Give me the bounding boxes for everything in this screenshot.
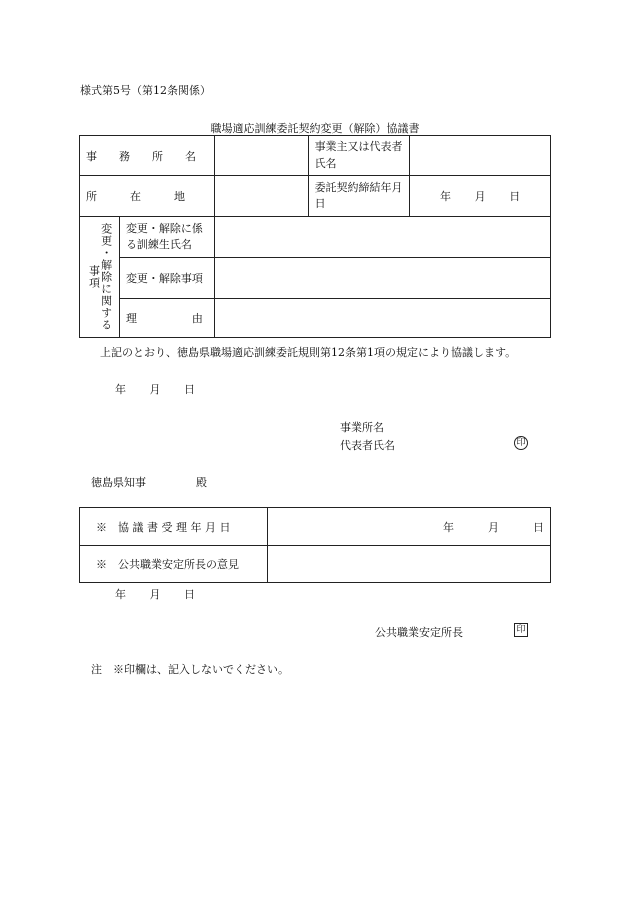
director-label: 公共職業安定所長: [375, 626, 463, 639]
month-unit: 月: [488, 520, 499, 534]
month-unit: 月: [149, 588, 161, 601]
change-section-label: 変更・解除に関する事項: [80, 217, 120, 338]
trainee-label: 変更・解除に係る訓練生氏名: [119, 217, 214, 258]
location-label: 所 在 地: [80, 176, 215, 217]
contract-date-label: 委託契約締結年月日: [308, 176, 410, 217]
day-unit: 日: [533, 520, 544, 534]
contract-date-field[interactable]: [410, 176, 551, 217]
reason-label: 理 由: [119, 299, 214, 338]
day-unit: 日: [184, 588, 195, 601]
trainee-field[interactable]: [214, 217, 550, 258]
owner-label: 事業主又は代表者氏名: [308, 136, 410, 176]
form-title: 職場適応訓練委託契約変更（解除）協議書: [210, 122, 420, 135]
note-text: 注 ※印欄は、記入しないでください。: [91, 663, 289, 676]
owner-field[interactable]: [410, 136, 551, 176]
month-unit: 月: [474, 190, 486, 203]
month-unit: 月: [149, 383, 161, 396]
date-line-2: [115, 586, 195, 602]
received-date-label: ※ 協 議 書 受 理 年 月 日: [80, 508, 268, 546]
director-seal-icon: 印: [514, 622, 528, 637]
year-unit: 年: [115, 588, 126, 601]
opinion-field[interactable]: [267, 546, 550, 583]
year-unit: 年: [443, 520, 454, 534]
change-items-field[interactable]: [214, 258, 550, 299]
location-field[interactable]: [214, 176, 308, 217]
day-unit: 日: [509, 190, 521, 203]
change-items-label: 変更・解除事項: [119, 258, 214, 299]
office-name-field[interactable]: [214, 136, 308, 176]
office-use-table: [79, 507, 551, 583]
statement-text: 上記のとおり、徳島県職場適応訓練委託規則第12条第1項の規定により協議します。: [100, 346, 517, 359]
office-name-label: 事 務 所 名: [80, 136, 215, 176]
governor-label: 徳島県知事: [91, 476, 146, 489]
opinion-label: ※ 公共職業安定所長の意見: [80, 546, 268, 583]
date-line: [115, 381, 195, 397]
representative-sign: 代表者氏名: [340, 439, 395, 452]
year-unit: 年: [440, 190, 452, 203]
office-name-sign: 事業所名: [340, 421, 384, 434]
form-number: 様式第5号（第12条関係）: [80, 84, 211, 97]
year-unit: 年: [115, 383, 126, 396]
seal-icon: 印: [514, 435, 528, 450]
received-date-field[interactable]: [267, 508, 550, 546]
reason-field[interactable]: [214, 299, 550, 338]
honorific: 殿: [196, 476, 207, 489]
application-table: [79, 135, 551, 338]
day-unit: 日: [184, 383, 195, 396]
